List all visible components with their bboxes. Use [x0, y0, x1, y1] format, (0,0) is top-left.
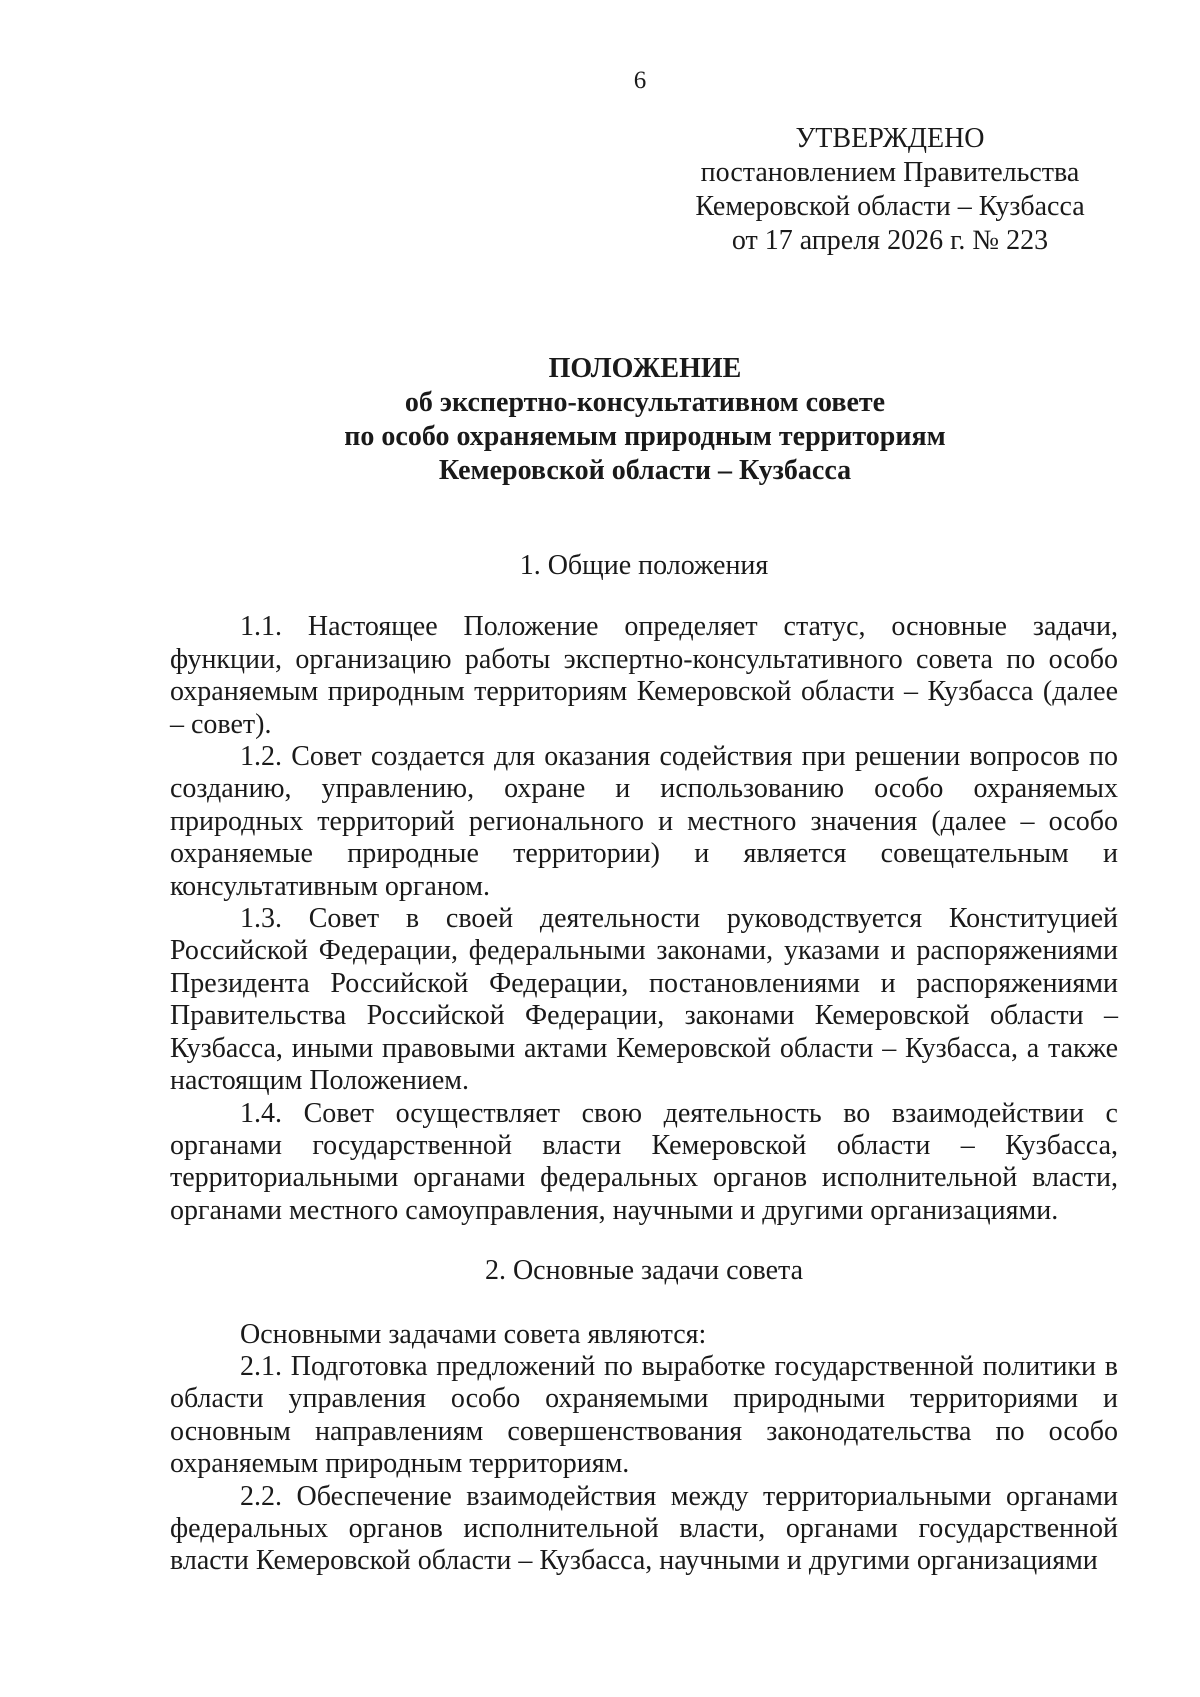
paragraph-2-2: 2.2. Обеспечение взаимодействия между территориальными органами федеральных органов исполнительной власти, органами государственной власти Кемеровской области – Кузбасса, научными и другими организациями [170, 1480, 1118, 1577]
title-line-1: ПОЛОЖЕНИЕ [548, 353, 742, 384]
section-2-heading: 2. Основные задачи совета [484, 1255, 804, 1287]
title-line-3: по особо охраняемым природным территориям [344, 421, 946, 452]
paragraph-1-2: 1.2. Совет создается для оказания содействия при решении вопросов по созданию, управлению, охране и использованию особо охраняемых природных территорий регионального и местного значения (далее – особо охраняемые природные территории) и является совещательным и консультативным органом. [170, 741, 1118, 902]
document-body [170, 550, 1118, 1578]
approval-line-resolution: постановлением Правительства [700, 157, 1080, 188]
approval-stamp [680, 122, 1100, 258]
paragraph-1-3: 1.3. Совет в своей деятельности руководствуется Конституцией Российской Федерации, федеральными законами, указами и распоряжениями Президента Российской Федерации, постановлениями и распоряжениями Правительства Российской Федерации, законами Кемеровской области – Кузбасса, иными правовыми актами Кемеровской области – Кузбасса, а также настоящим Положением. [170, 903, 1118, 1097]
paragraph-2-1: 2.1. Подготовка предложений по выработке государственной политики в области управления особо охраняемыми природными территориями и основным направлениям совершенствования законодательства по особо охраняемым природным территориям. [170, 1350, 1118, 1480]
approval-line-region: Кемеровской области – Кузбасса [695, 191, 1085, 222]
page-number: 6 [633, 67, 647, 94]
approval-line-approved: УТВЕРЖДЕНО [795, 123, 985, 154]
approval-line-date-number: от 17 апреля 2026 г. № 223 [731, 225, 1049, 256]
section-1-heading: 1. Общие положения [519, 550, 769, 581]
title-line-2: об экспертно-консультативном совете [404, 387, 886, 418]
section-2-intro: Основными задачами совета являются: [240, 1318, 707, 1350]
title-line-4: Кемеровской области – Кузбасса [438, 455, 852, 486]
paragraph-1-1: 1.1. Настоящее Положение определяет статус, основные задачи, функции, организацию работы экспертно-консультативного совета по особо охраняемым природным территориям Кемеровской области – Кузбасса (далее – совет). [170, 611, 1118, 740]
document-title [170, 352, 1120, 488]
paragraph-1-4: 1.4. Совет осуществляет свою деятельность во взаимодействии с органами государственной власти Кемеровской области – Кузбасса, территориальными органами федеральных органов исполнительной власти, органами местного самоуправления, научными и другими организациями. [170, 1097, 1118, 1226]
